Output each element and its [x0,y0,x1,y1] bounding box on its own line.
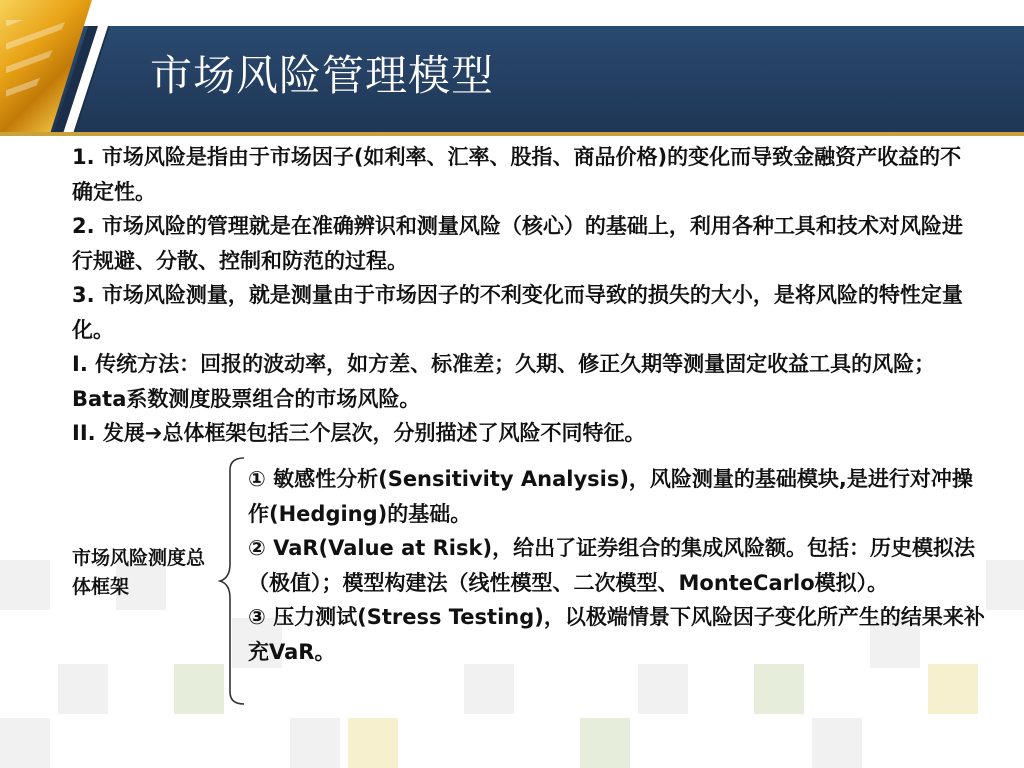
paragraph-ii: II. 发展➔总体框架包括三个层次，分别描述了风险不同特征。 [72,421,646,445]
framework-item-stress-testing: ③ 压力测试(Stress Testing)，以极端情景下风险因子变化所产生的结果来补充VaR。 [248,605,985,664]
content-body [72,140,982,451]
framework-label: 市场风险测度总体框架 [72,547,206,598]
framework-items [248,462,988,669]
paragraph-1: 1. 市场风险是指由于市场因子(如利率、汇率、股指、商品价格)的变化而导致金融资产收益的不确定性。 [72,145,962,204]
framework-item-sensitivity: ① 敏感性分析(Sensitivity Analysis)，风险测量的基础模块,是进行对冲操作(Hedging)的基础。 [248,467,973,526]
paragraph-2: 2. 市场风险的管理就是在准确辨识和测量风险（核心）的基础上，利用各种工具和技术对风险进行规避、分散、控制和防范的过程。 [72,214,963,273]
banner-underline [0,132,1024,136]
paragraph-3: 3. 市场风险测量，就是测量由于市场因子的不利变化而导致的损失的大小，是将风险的特性定量化。 [72,283,963,342]
right-arrow-icon: ➔ [144,421,163,445]
paragraph-i: I. 传统方法：回报的波动率，如方差、标准差；久期、修正久期等测量固定收益工具的风险；Bata系数测度股票组合的市场风险。 [72,352,936,411]
page-title: 市场风险管理模型 [150,51,495,100]
left-brace-icon [218,456,248,706]
framework-item-var: ② VaR(Value at Risk)，给出了证券组合的集成风险额。包括：历史模拟法（极值）；模型构建法（线性模型、二次模型、MonteCarlo模拟）。 [248,536,976,595]
